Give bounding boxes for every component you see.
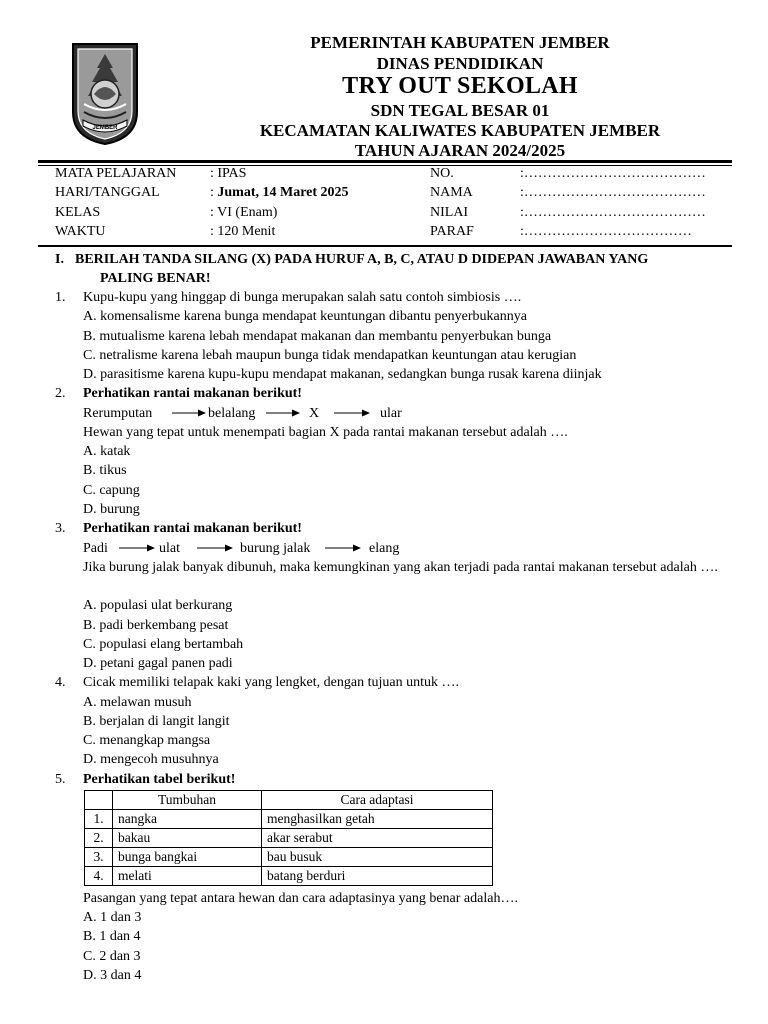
- exam-title: TRY OUT SEKOLAH: [342, 73, 578, 99]
- section-instruction-line1: BERILAH TANDA SILANG (X) PADA HURUF A, B, C, ATAU D DIDEPAN JAWABAN YANG: [75, 252, 649, 267]
- info-divider: [38, 245, 732, 247]
- info-label-signature: PARAF: [430, 224, 474, 239]
- answer-option[interactable]: C. capung: [83, 483, 140, 498]
- answer-option[interactable]: A. populasi ulat berkurang: [83, 598, 233, 613]
- question-number: 4.: [55, 675, 66, 690]
- table-cell: 3.: [85, 848, 113, 867]
- table-header-row: [85, 791, 493, 810]
- food-chain-item: belalang: [208, 406, 256, 421]
- answer-option[interactable]: A. katak: [83, 444, 131, 459]
- answer-option[interactable]: D. burung: [83, 502, 140, 517]
- arrow-right-icon: [334, 408, 370, 418]
- table-row: [85, 810, 493, 829]
- question-text: Kupu-kupu yang hinggap di bunga merupakan salah satu contoh simbiosis ….: [83, 290, 522, 305]
- table-cell: 4.: [85, 867, 113, 886]
- answer-option[interactable]: B. padi berkembang pesat: [83, 618, 229, 633]
- table-cell: 1.: [85, 810, 113, 829]
- arrow-right-icon: [119, 543, 155, 553]
- question-text: Cicak memiliki telapak kaki yang lengket, dengan tujuan untuk ….: [83, 675, 459, 690]
- adaptation-table: [84, 790, 493, 886]
- table-cell: nangka: [113, 810, 262, 829]
- arrow-right-icon: [172, 408, 206, 418]
- table-header-cell: [85, 791, 113, 810]
- food-chain-item: ulat: [159, 541, 180, 556]
- question-prompt: Pasangan yang tepat antara hewan dan cara adaptasinya yang benar adalah….: [83, 891, 518, 906]
- answer-option[interactable]: C. populasi elang bertambah: [83, 637, 244, 652]
- info-label-name: NAMA: [430, 185, 473, 200]
- food-chain-item: Rerumputan: [83, 406, 153, 421]
- answer-option[interactable]: B. mutualisme karena lebah mendapat makanan dan membantu penyerbukan bunga: [83, 329, 552, 344]
- table-header-cell: Tumbuhan: [113, 791, 262, 810]
- answer-option[interactable]: A. melawan musuh: [83, 695, 192, 710]
- answer-option[interactable]: D. parasitisme karena kupu-kupu mendapat makanan, sedangkan bunga rusak karena diinjak: [83, 367, 602, 382]
- question-number: 3.: [55, 521, 66, 536]
- table-cell: melati: [113, 867, 262, 886]
- info-label-number: NO.: [430, 166, 454, 181]
- table-cell: bunga bangkai: [113, 848, 262, 867]
- table-cell: batang berduri: [262, 867, 493, 886]
- section-instruction-line2: PALING BENAR!: [100, 271, 211, 286]
- section-number: I.: [55, 252, 64, 267]
- answer-option[interactable]: C. 2 dan 3: [83, 949, 141, 964]
- answer-option[interactable]: D. petani gagal panen padi: [83, 656, 233, 671]
- info-field-number[interactable]: :…………………………………: [520, 166, 706, 181]
- answer-option[interactable]: B. berjalan di langit langit: [83, 714, 230, 729]
- school-name: SDN TEGAL BESAR 01: [370, 101, 550, 120]
- jember-regency-emblem-icon: [70, 42, 140, 146]
- info-value-date: : Jumat, 14 Maret 2025: [210, 185, 349, 200]
- food-chain-item: burung jalak: [240, 541, 311, 556]
- table-row: [85, 867, 493, 886]
- food-chain-item: X: [309, 406, 320, 421]
- info-value-time: : 120 Menit: [210, 224, 276, 239]
- logo-text: JEMBER: [92, 125, 118, 131]
- table-cell: bakau: [113, 829, 262, 848]
- info-label-time: WAKTU: [55, 224, 106, 239]
- info-label-subject: MATA PELAJARAN: [55, 166, 177, 181]
- answer-option[interactable]: A. 1 dan 3: [83, 910, 142, 925]
- header-divider-thick: [38, 160, 732, 163]
- answer-option[interactable]: B. tikus: [83, 463, 127, 478]
- table-cell: menghasilkan getah: [262, 810, 493, 829]
- academic-year: TAHUN AJARAN 2024/2025: [354, 141, 566, 160]
- info-label-score: NILAI: [430, 205, 469, 220]
- question-number: 5.: [55, 772, 66, 787]
- government-title: PEMERINTAH KABUPATEN JEMBER: [310, 33, 610, 52]
- question-text: Perhatikan rantai makanan berikut!: [83, 386, 302, 401]
- table-header-cell: Cara adaptasi: [262, 791, 493, 810]
- food-chain-item: ular: [380, 406, 402, 421]
- department-title: DINAS PENDIDIKAN: [376, 54, 544, 73]
- food-chain: [83, 539, 483, 558]
- arrow-right-icon: [197, 543, 233, 553]
- info-field-score[interactable]: :…………………………………: [520, 205, 706, 220]
- table-row: [85, 848, 493, 867]
- info-field-signature[interactable]: :………………………………: [520, 224, 692, 239]
- question-text: Perhatikan tabel berikut!: [83, 772, 236, 787]
- table-row: [85, 829, 493, 848]
- table-cell: 2.: [85, 829, 113, 848]
- food-chain-item: Padi: [83, 541, 108, 556]
- info-label-class: KELAS: [55, 205, 101, 220]
- info-label-date: HARI/TANGGAL: [55, 185, 160, 200]
- answer-option[interactable]: D. 3 dan 4: [83, 968, 142, 983]
- question-prompt: Jika burung jalak banyak dibunuh, maka kemungkinan yang akan terjadi pada rantai makanan tersebut adalah ….: [83, 560, 718, 575]
- food-chain: [83, 404, 483, 423]
- table-cell: bau busuk: [262, 848, 493, 867]
- info-field-name[interactable]: :…………………………………: [520, 185, 706, 200]
- question-number: 2.: [55, 386, 66, 401]
- question-text: Perhatikan rantai makanan berikut!: [83, 521, 302, 536]
- answer-option[interactable]: D. mengecoh musuhnya: [83, 752, 219, 767]
- district-name: KECAMATAN KALIWATES KABUPATEN JEMBER: [259, 121, 661, 140]
- answer-option[interactable]: C. netralisme karena lebah maupun bunga tidak mendapatkan keuntungan atau kerugian: [83, 348, 577, 363]
- info-value-subject: : IPAS: [210, 166, 247, 181]
- arrow-right-icon: [266, 408, 300, 418]
- question-prompt: Hewan yang tepat untuk menempati bagian X pada rantai makanan tersebut adalah ….: [83, 425, 568, 440]
- arrow-right-icon: [325, 543, 361, 553]
- info-value-class: : VI (Enam): [210, 205, 278, 220]
- food-chain-item: elang: [369, 541, 400, 556]
- question-number: 1.: [55, 290, 66, 305]
- answer-option[interactable]: A. komensalisme karena bunga mendapat keuntungan dibantu penyerbukannya: [83, 309, 527, 324]
- table-cell: akar serabut: [262, 829, 493, 848]
- answer-option[interactable]: C. menangkap mangsa: [83, 733, 211, 748]
- answer-option[interactable]: B. 1 dan 4: [83, 929, 141, 944]
